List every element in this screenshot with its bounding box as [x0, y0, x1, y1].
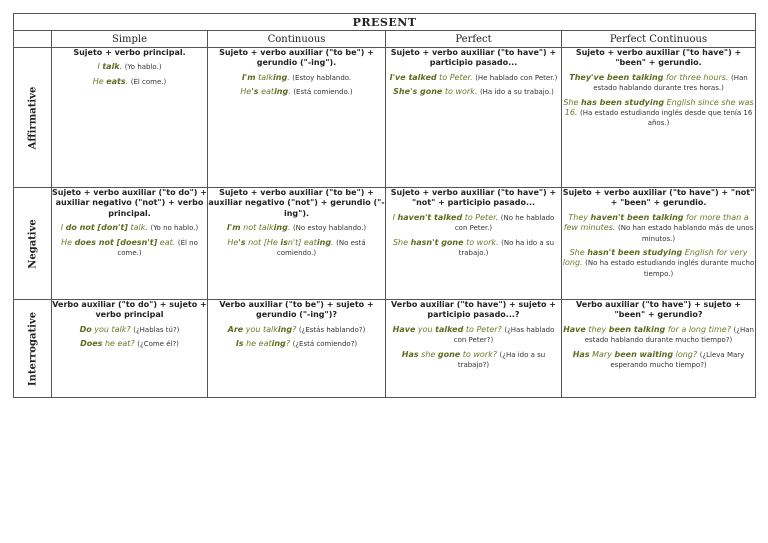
rule-text: Sujeto + verbo auxiliar ("to be") + auxiliar negativo ("not") + gerundio ("-ing"). — [208, 188, 385, 218]
translation-text: (No ha estado estudiando inglés durante mucho tiempo.) — [585, 259, 755, 278]
example-emphasis: gone — [437, 349, 461, 359]
example-sentence — [208, 325, 385, 335]
example-text: English for very long. — [562, 247, 748, 268]
example-text: n't] eat — [287, 237, 317, 247]
rule-text: Verbo auxiliar ("to have") + sujeto + participio pasado...? — [391, 300, 556, 320]
translation-text: (Han estado hablando durante tres horas.) — [593, 73, 748, 93]
grammar-cell — [208, 188, 386, 300]
row-header-affirmative — [14, 48, 52, 188]
example-emphasis: hasn't been studying — [587, 247, 683, 257]
example-emphasis: been waiting — [614, 349, 674, 359]
rule-text: Sujeto + verbo auxiliar ("to have") + "not" + "been" + gerundio. — [562, 188, 755, 208]
example-text: to work? — [460, 349, 497, 359]
translation-text: (¿Come él?) — [137, 340, 179, 349]
example-text: he eat? — [102, 339, 135, 349]
row-header-negative — [14, 188, 52, 300]
rule-text: Verbo auxiliar ("to do") + sujeto + verbo principal — [52, 300, 207, 320]
example-text: . — [119, 62, 123, 72]
example-text: to Peter. — [462, 212, 499, 222]
grammar-cell — [208, 300, 386, 398]
translation-text: (Está comiendo.) — [293, 88, 353, 97]
translation-text: (Estoy hablando. — [292, 73, 352, 82]
translation-text: (He hablado con Peter.) — [475, 73, 558, 82]
example-sentence — [52, 223, 207, 233]
example-sentence — [386, 350, 561, 371]
example-emphasis: haven't talked — [397, 212, 463, 222]
example-sentence — [562, 98, 755, 129]
grammar-cell — [386, 188, 562, 300]
translation-text: (Él come.) — [130, 77, 167, 86]
translation-text: (¿Lleva Mary esperando mucho tiempo?) — [610, 350, 745, 369]
example-text: They — [568, 212, 591, 222]
row-label: Interrogative — [27, 311, 38, 386]
example-emphasis: I'm — [241, 72, 256, 82]
example-emphasis: ing — [273, 72, 288, 82]
example-emphasis: Has — [401, 349, 419, 359]
example-text: English since she was 16. — [564, 97, 754, 117]
translation-text: (Yo hablo.) — [124, 63, 162, 72]
example-text: . — [287, 72, 290, 82]
example-text: not [He — [245, 237, 281, 247]
example-sentence — [562, 350, 755, 371]
example-emphasis: Have — [392, 324, 416, 334]
example-text: She — [569, 247, 588, 257]
translation-text: (¿Hablas tú?) — [133, 325, 180, 334]
example-text: She — [563, 97, 581, 107]
row-label: Negative — [27, 218, 38, 269]
row-label: Affirmative — [27, 86, 38, 149]
translation-text: (¿Has hablado con Peter?) — [453, 325, 555, 345]
example-sentence — [562, 213, 755, 244]
example-text: . — [288, 87, 291, 97]
table-title: PRESENT — [14, 14, 756, 31]
example-text: long? — [673, 349, 698, 359]
example-text: you — [415, 324, 436, 334]
translation-text: (¿Ha ido a su trabajo?) — [457, 350, 546, 369]
example-emphasis: talked — [435, 324, 464, 334]
example-emphasis: ing — [277, 324, 293, 334]
example-text: He — [61, 237, 75, 247]
example-emphasis: She's gone — [393, 87, 443, 97]
example-sentence — [52, 325, 207, 335]
example-emphasis: ing — [273, 223, 288, 233]
grammar-table — [13, 13, 756, 398]
example-emphasis: Are — [227, 324, 244, 334]
grammar-cell — [208, 48, 386, 188]
column-header-perfect: Perfect — [386, 31, 562, 48]
example-sentence — [386, 213, 561, 234]
example-sentence — [386, 73, 561, 83]
row-affirmative — [14, 48, 756, 188]
example-emphasis: Have — [563, 324, 586, 334]
example-text: eat. — [157, 237, 176, 247]
example-emphasis: is — [280, 237, 288, 247]
translation-text: (No estoy hablando.) — [292, 224, 367, 233]
example-text: He — [92, 76, 107, 86]
example-sentence — [386, 87, 561, 97]
example-text: eat — [258, 87, 275, 97]
grammar-cell — [562, 188, 756, 300]
example-emphasis: Is — [235, 339, 244, 349]
example-text: to Peter? — [463, 324, 502, 334]
example-emphasis: They've been talking — [569, 72, 664, 82]
rule-text: Sujeto + verbo auxiliar ("to be") + gerundio ("-ing"). — [219, 48, 374, 68]
example-text: ? — [285, 339, 291, 349]
example-text: he eat — [243, 339, 272, 349]
example-text: He — [240, 87, 252, 97]
example-text: talk — [255, 72, 274, 82]
example-emphasis: Has — [572, 349, 590, 359]
grammar-cell — [562, 300, 756, 398]
example-sentence — [52, 62, 207, 72]
example-emphasis: Do — [79, 324, 92, 334]
rule-text: Sujeto + verbo principal. — [73, 48, 186, 57]
translation-text: (No he hablado con Peter.) — [454, 213, 555, 233]
example-sentence — [386, 238, 561, 259]
column-header-continuous: Continuous — [208, 31, 386, 48]
example-sentence — [52, 77, 207, 87]
example-emphasis: I've talked — [389, 72, 437, 82]
example-sentence — [208, 238, 385, 259]
example-text: you talk — [243, 324, 278, 334]
example-text: She — [392, 237, 411, 247]
grammar-cell — [52, 48, 208, 188]
example-text: they — [585, 324, 609, 334]
column-header-perfect-continuous: Perfect Continuous — [562, 31, 756, 48]
example-text: talk. — [127, 223, 148, 233]
grammar-cell — [562, 48, 756, 188]
example-sentence — [52, 238, 207, 259]
rule-text: Sujeto + verbo auxiliar ("to do") + auxiliar negativo ("not") + verbo principal. — [52, 188, 207, 218]
example-emphasis: eats — [106, 76, 126, 86]
example-text: for three hours. — [663, 72, 729, 82]
row-negative — [14, 188, 756, 300]
rule-text: Verbo auxiliar ("to have") + sujeto + "been" + gerundio? — [576, 300, 741, 320]
translation-text: (Ha ido a su trabajo.) — [479, 88, 554, 97]
translation-text: (¿Está comiendo?) — [292, 340, 358, 349]
example-emphasis: hasn't gone — [410, 237, 464, 247]
example-sentence — [562, 248, 755, 279]
example-text: Mary — [589, 349, 615, 359]
translation-text: (Yo no hablo.) — [150, 224, 199, 233]
example-text: to work. — [442, 87, 478, 97]
translation-text: (No ha ido a su trabajo.) — [458, 238, 555, 257]
example-text: I — [97, 62, 103, 72]
translation-text: (No está comiendo.) — [276, 238, 366, 257]
example-emphasis: has been studying — [580, 97, 665, 107]
translation-text: (No han estado hablando más de unos minutos.) — [617, 224, 754, 243]
corner-cell — [14, 31, 52, 48]
example-emphasis: talk — [102, 62, 120, 72]
rule-text: Sujeto + verbo auxiliar ("to have") + "been" + gerundio. — [575, 48, 742, 68]
example-text: . — [331, 237, 334, 247]
example-text: He — [227, 237, 239, 247]
example-emphasis: does not [doesn't] — [74, 237, 158, 247]
translation-text: (Ha estado estudiando inglés desde que tenía 16 años.) — [580, 108, 753, 128]
example-emphasis: ing — [316, 237, 332, 247]
example-text: I — [392, 212, 398, 222]
grammar-cell — [52, 188, 208, 300]
example-sentence — [386, 325, 561, 346]
example-emphasis: ing — [271, 339, 286, 349]
translation-text: (Él no come.) — [117, 238, 198, 257]
example-emphasis: haven't been talking — [590, 212, 684, 222]
example-sentence — [208, 73, 385, 83]
example-text: I — [60, 223, 66, 233]
example-emphasis: been talking — [608, 324, 666, 334]
example-text: . — [287, 223, 291, 233]
translation-text: (¿Estás hablando?) — [298, 325, 366, 334]
grammar-cell — [52, 300, 208, 398]
example-text: for more than a few minutes. — [563, 212, 749, 233]
example-sentence — [562, 73, 755, 94]
row-header-interrogative — [14, 300, 52, 398]
example-text: to Peter. — [436, 72, 473, 82]
example-sentence — [208, 223, 385, 233]
example-sentence — [52, 339, 207, 349]
grammar-cell — [386, 48, 562, 188]
example-text: to work. — [463, 237, 499, 247]
rule-text: Sujeto + verbo auxiliar ("to have") + participio pasado... — [390, 48, 557, 68]
column-header-simple: Simple — [52, 31, 208, 48]
example-sentence — [208, 339, 385, 349]
example-emphasis: 's — [251, 87, 259, 97]
example-emphasis: do not [don't] — [65, 223, 128, 233]
example-text: ? — [292, 324, 297, 334]
example-text: she — [418, 349, 438, 359]
example-sentence — [208, 87, 385, 97]
example-emphasis: I'm — [226, 223, 241, 233]
row-interrogative — [14, 300, 756, 398]
example-emphasis: ing — [274, 87, 289, 97]
example-emphasis: Does — [80, 339, 103, 349]
rule-text: Verbo auxiliar ("to be") + sujeto + gerundio ("-ing")? — [219, 300, 374, 320]
translation-text: (¿Han estado hablando durante mucho tiempo?) — [584, 325, 754, 345]
example-text: you talk? — [91, 324, 131, 334]
grammar-cell — [386, 300, 562, 398]
example-sentence — [562, 325, 755, 346]
example-emphasis: 's — [238, 237, 246, 247]
rule-text: Sujeto + verbo auxiliar ("to have") + "not" + participio pasado... — [390, 188, 557, 208]
example-text: not talk — [240, 223, 274, 233]
example-text: . — [125, 76, 129, 86]
example-text: for a long time? — [665, 324, 731, 334]
